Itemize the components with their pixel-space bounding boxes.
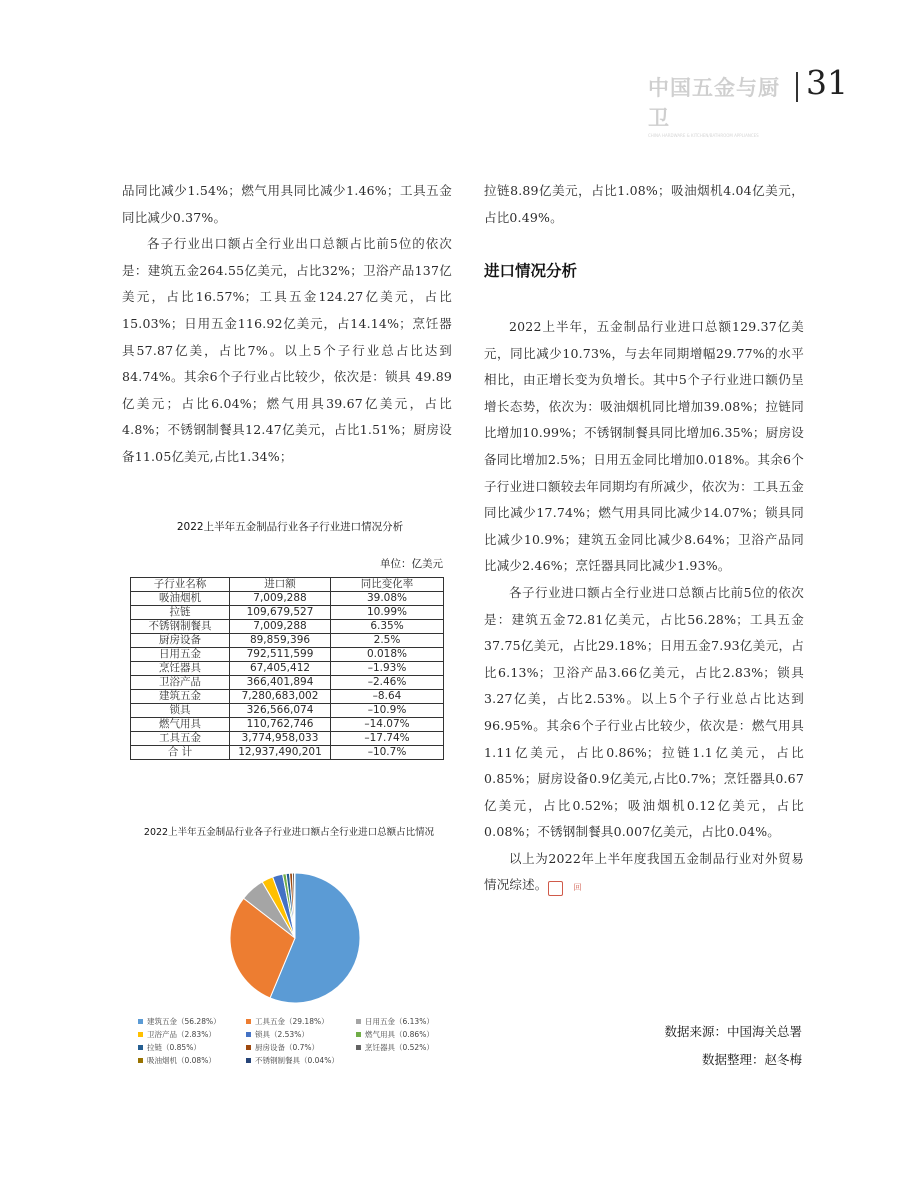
table-cell-change: –14.07% xyxy=(331,718,444,732)
table-cell-name: 吸油烟机 xyxy=(131,592,230,606)
left-paragraph-2: 各子行业出口额占全行业出口总额占比前5位的依次是：建筑五金264.55亿美元，占比32%；卫浴产品137亿美元，占比16.57%；工具五金124.27亿美元，占比15.03%；日用五金116.92亿美元，占14.14%；烹饪器具57.87亿美，占比7%。以上5个子行业总占比达到84.74%。其余6个子行业占比较少，依次是：锁具 49.89亿美元；占比6.04%；燃气用具39.67亿美元，占比4.8%；不锈钢制餐具12.47亿美元，占比1.51%；厨房设备11.05亿美元,占比1.34%； xyxy=(122,236,452,464)
table-header: 同比变化率 xyxy=(331,578,444,592)
magazine-logo xyxy=(648,72,790,138)
legend-label: 烹饪器具（0.52%） xyxy=(365,1043,434,1052)
table-header: 进口额 xyxy=(230,578,331,592)
table-cell-name: 燃气用具 xyxy=(131,718,230,732)
table-cell-amount: 7,009,288 xyxy=(230,592,331,606)
legend-item xyxy=(356,1042,464,1053)
table-cell-change: –10.9% xyxy=(331,704,444,718)
legend-swatch-icon xyxy=(356,1045,361,1050)
page-number: 31 xyxy=(806,63,848,102)
logo-text: 中国五金与厨卫 xyxy=(648,76,780,130)
chart-title: 2022上半年五金制品行业各子行业进口额占全行业进口总额占比情况 xyxy=(143,827,435,838)
table-cell-name: 日用五金 xyxy=(131,648,230,662)
table-cell-name: 卫浴产品 xyxy=(131,676,230,690)
legend-item xyxy=(138,1029,246,1040)
table-cell-name: 不锈钢制餐具 xyxy=(131,620,230,634)
table-cell-change: 10.99% xyxy=(331,606,444,620)
legend-item xyxy=(246,1029,356,1040)
table-cell-change: 2.5% xyxy=(331,634,444,648)
table-cell-amount: 7,280,683,002 xyxy=(230,690,331,704)
right-paragraph-4 xyxy=(484,846,804,899)
legend-item xyxy=(246,1055,356,1066)
table-cell-amount: 3,774,958,033 xyxy=(230,732,331,746)
table-row xyxy=(131,704,444,718)
legend-item xyxy=(246,1016,356,1027)
table-cell-amount: 792,511,599 xyxy=(230,648,331,662)
table-cell-amount: 12,937,490,201 xyxy=(230,746,331,760)
table-cell-name: 建筑五金 xyxy=(131,690,230,704)
legend-label: 燃气用具（0.86%） xyxy=(365,1030,434,1039)
table-cell-amount: 67,405,412 xyxy=(230,662,331,676)
right-column xyxy=(484,314,804,899)
legend-swatch-icon xyxy=(246,1058,251,1063)
table-row xyxy=(131,648,444,662)
legend-label: 拉链（0.85%） xyxy=(147,1043,201,1052)
table-row xyxy=(131,732,444,746)
table-cell-change: –2.46% xyxy=(331,676,444,690)
table-row xyxy=(131,662,444,676)
section-heading: 进口情况分析 xyxy=(484,262,578,280)
legend-swatch-icon xyxy=(138,1058,143,1063)
table-title: 2022上半年五金制品行业各子行业进口情况分析 xyxy=(176,521,404,533)
legend-label: 卫浴产品（2.83%） xyxy=(147,1030,216,1039)
table-row xyxy=(131,718,444,732)
legend-label: 锁具（2.53%） xyxy=(255,1030,309,1039)
right-paragraph-2: 2022上半年，五金制品行业进口总额129.37亿美元，同比减少10.73%，与去年同期增幅29.77%的水平相比，由正增长变为负增长。其中5个子行业进口额仍呈增长态势，依次为：吸油烟机同比增加39.08%；拉链同比增加10.99%；不锈钢制餐具同比增加6.35%；厨房设备同比增加2.5%；日用五金同比增加0.018%。其余6个子行业进口额较去年同期均有所减少，依次为：工具五金同比减少17.74%；燃气用具同比减少14.07%；锁具同比减少10.9%；建筑五金同比减少8.64%；卫浴产品同比减少2.46%；烹饪器具同比减少1.93%。 xyxy=(484,319,804,574)
table-row xyxy=(131,606,444,620)
legend-item xyxy=(138,1042,246,1053)
table-cell-change: 6.35% xyxy=(331,620,444,634)
table-cell-change: –8.64 xyxy=(331,690,444,704)
table-cell-amount: 109,679,527 xyxy=(230,606,331,620)
legend-swatch-icon xyxy=(246,1045,251,1050)
table-row xyxy=(131,634,444,648)
table-cell-amount: 326,566,074 xyxy=(230,704,331,718)
closing-text: 以上为2022年上半年度我国五金制品行业对外贸易情况综述。 xyxy=(484,850,804,893)
legend-label: 厨房设备（0.7%） xyxy=(255,1043,320,1052)
table-row xyxy=(131,746,444,760)
legend-swatch-icon xyxy=(246,1019,251,1024)
table-body xyxy=(131,592,444,760)
table-cell-name: 工具五金 xyxy=(131,732,230,746)
legend-label: 工具五金（29.18%） xyxy=(255,1017,329,1026)
table-cell-name: 厨房设备 xyxy=(131,634,230,648)
table-cell-name: 合 计 xyxy=(131,746,230,760)
legend-swatch-icon xyxy=(356,1019,361,1024)
table-row xyxy=(131,690,444,704)
chart-legend xyxy=(138,1016,468,1066)
legend-swatch-icon xyxy=(356,1032,361,1037)
legend-label: 建筑五金（56.28%） xyxy=(147,1017,221,1026)
legend-swatch-icon xyxy=(246,1032,251,1037)
right-paragraph-3: 各子行业进口额占全行业进口总额占比前5位的依次是：建筑五金72.81亿美元，占比56.28%；工具五金37.75亿美元，占比29.18%；日用五金7.93亿美元，占比6.13%；卫浴产品3.66亿美元，占比2.83%；锁具3.27亿美，占比2.53%。以上5个子行业总占比达到96.95%。其余6个子行业占比较少，依次是：燃气用具1.11亿美元，占比0.86%；拉链1.1亿美元，占比0.85%；厨房设备0.9亿美元,占比0.7%；烹饪器具0.67亿美元，占比0.52%；吸油烟机0.12亿美元，占比0.08%；不锈钢制餐具0.007亿美元，占比0.04%。 xyxy=(484,584,804,840)
table-cell-change: –10.7% xyxy=(331,746,444,760)
legend-item xyxy=(138,1055,246,1066)
table-row xyxy=(131,620,444,634)
legend-item xyxy=(356,1029,464,1040)
data-editor: 数据整理：赵冬梅 xyxy=(701,1052,802,1067)
table-cell-amount: 89,859,396 xyxy=(230,634,331,648)
table-cell-amount: 7,009,288 xyxy=(230,620,331,634)
table-cell-change: –17.74% xyxy=(331,732,444,746)
legend-item xyxy=(246,1042,356,1053)
legend-item xyxy=(138,1016,246,1027)
data-source: 数据来源：中国海关总署 xyxy=(664,1024,802,1039)
table-cell-change: –1.93% xyxy=(331,662,444,676)
logo-subtext: CHINA HARDWARE & KITCHEN/BATHROOM APPLIANCES xyxy=(648,133,759,138)
legend-label: 吸油烟机（0.08%） xyxy=(147,1056,216,1065)
table-cell-name: 烹饪器具 xyxy=(131,662,230,676)
table-header: 子行业名称 xyxy=(131,578,230,592)
table-cell-change: 39.08% xyxy=(331,592,444,606)
legend-label: 不锈钢制餐具（0.04%） xyxy=(255,1056,339,1065)
table-cell-amount: 366,401,894 xyxy=(230,676,331,690)
right-column-top xyxy=(484,178,804,231)
end-mark-icon: 回 xyxy=(548,881,563,896)
table-row xyxy=(131,592,444,606)
credits xyxy=(664,1018,802,1074)
table-row xyxy=(131,676,444,690)
import-table xyxy=(130,577,444,760)
pie-chart xyxy=(210,858,380,1018)
legend-swatch-icon xyxy=(138,1045,143,1050)
left-column xyxy=(122,178,452,471)
legend-swatch-icon xyxy=(138,1019,143,1024)
table-cell-change: 0.018% xyxy=(331,648,444,662)
legend-label: 日用五金（6.13%） xyxy=(365,1017,434,1026)
legend-swatch-icon xyxy=(138,1032,143,1037)
table-cell-name: 锁具 xyxy=(131,704,230,718)
table-cell-name: 拉链 xyxy=(131,606,230,620)
legend-item xyxy=(356,1016,464,1027)
right-paragraph-1: 拉链8.89亿美元，占比1.08%；吸油烟机4.04亿美元，占比0.49%。 xyxy=(484,183,804,225)
table-header-row xyxy=(131,578,444,592)
table-cell-amount: 110,762,746 xyxy=(230,718,331,732)
header-divider xyxy=(796,72,798,102)
left-paragraph-1: 品同比减少1.54%；燃气用具同比减少1.46%；工具五金同比减少0.37%。 xyxy=(122,183,452,225)
table-unit: 单位：亿美元 xyxy=(380,558,443,570)
